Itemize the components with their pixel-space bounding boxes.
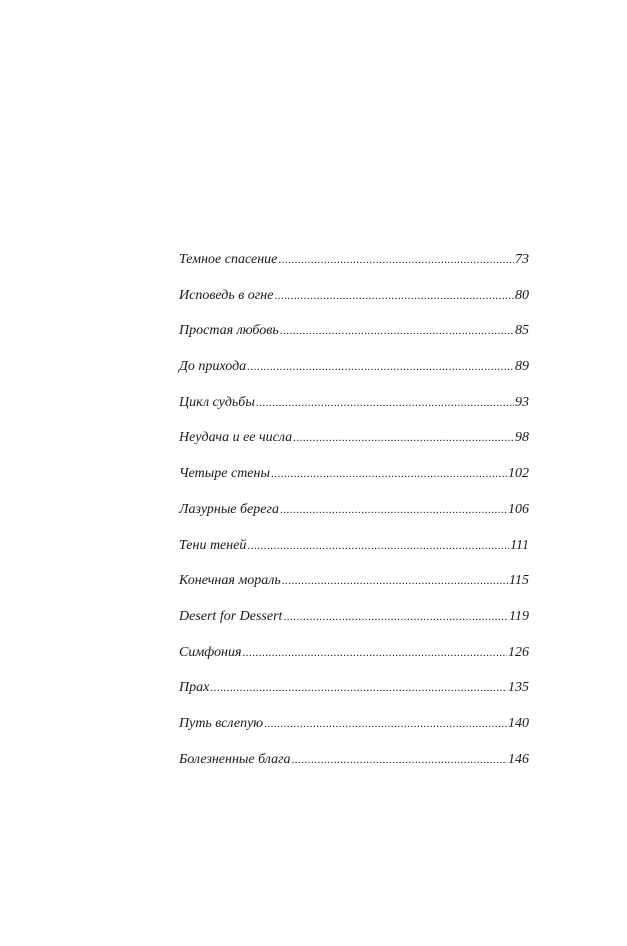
- toc-dot-leader: [242, 647, 507, 659]
- toc-entry-title: Конечная мораль: [179, 573, 281, 589]
- toc-entry: [179, 502, 529, 538]
- toc-entry: [179, 716, 529, 752]
- toc-dot-leader: [278, 254, 514, 266]
- toc-entry: [179, 252, 529, 288]
- toc-entry-title: Лазурные берега: [179, 501, 279, 517]
- toc-entry-title: Desert for Dessert: [179, 608, 283, 624]
- toc-page-number: 80: [515, 287, 529, 303]
- toc-dot-leader: [274, 290, 514, 302]
- toc-entry: [179, 288, 529, 324]
- toc-entry-title: Четыре стены: [179, 466, 270, 482]
- toc-entry: [179, 430, 529, 466]
- toc-page-number: 119: [509, 608, 529, 624]
- toc-entry: [179, 538, 529, 574]
- toc-entry: [179, 573, 529, 609]
- table-of-contents: [179, 252, 529, 787]
- toc-dot-leader: [256, 397, 514, 409]
- toc-page-number: 111: [510, 537, 529, 553]
- toc-dot-leader: [264, 718, 507, 730]
- toc-dot-leader: [210, 682, 507, 694]
- toc-entry-title: Симфония: [179, 644, 242, 660]
- toc-page-number: 93: [515, 394, 529, 410]
- toc-page-number: 115: [509, 573, 529, 589]
- toc-entry-title: Исповедь в огне: [179, 287, 274, 303]
- toc-entry: [179, 466, 529, 502]
- toc-entry: [179, 395, 529, 431]
- toc-entry-title: Неудача и ее числа: [179, 430, 293, 446]
- toc-entry-title: Темное спасение: [179, 252, 278, 267]
- toc-page-number: 126: [508, 644, 529, 660]
- toc-entry: [179, 645, 529, 681]
- toc-entry-title: Путь вслепую: [179, 715, 264, 731]
- toc-entry: [179, 609, 529, 645]
- toc-dot-leader: [292, 754, 507, 766]
- toc-dot-leader: [247, 361, 514, 373]
- toc-entry: [179, 752, 529, 788]
- toc-dot-leader: [283, 611, 508, 623]
- toc-page-number: 102: [508, 466, 529, 482]
- toc-entry: [179, 359, 529, 395]
- toc-page-number: 140: [508, 715, 529, 731]
- toc-page-number: 73: [515, 252, 529, 267]
- toc-entry-title: До прихода: [179, 359, 247, 375]
- toc-page-number: 106: [508, 501, 529, 517]
- toc-entry: [179, 323, 529, 359]
- toc-dot-leader: [247, 540, 509, 552]
- toc-page-number: 85: [515, 323, 529, 339]
- toc-dot-leader: [271, 468, 507, 480]
- toc-entry-title: Тени теней: [179, 537, 247, 553]
- toc-entry: [179, 680, 529, 716]
- toc-entry-title: Болезненные блага: [179, 751, 291, 767]
- toc-entry-title: Цикл судьбы: [179, 394, 255, 410]
- toc-dot-leader: [282, 575, 508, 587]
- toc-entry-title: Прах: [179, 680, 210, 696]
- toc-dot-leader: [293, 432, 514, 444]
- toc-page-number: 146: [508, 751, 529, 767]
- toc-dot-leader: [280, 504, 507, 516]
- toc-page-number: 89: [515, 359, 529, 375]
- toc-page-number: 98: [515, 430, 529, 446]
- toc-dot-leader: [280, 325, 514, 337]
- toc-page-number: 135: [508, 680, 529, 696]
- toc-entry-title: Простая любовь: [179, 323, 279, 339]
